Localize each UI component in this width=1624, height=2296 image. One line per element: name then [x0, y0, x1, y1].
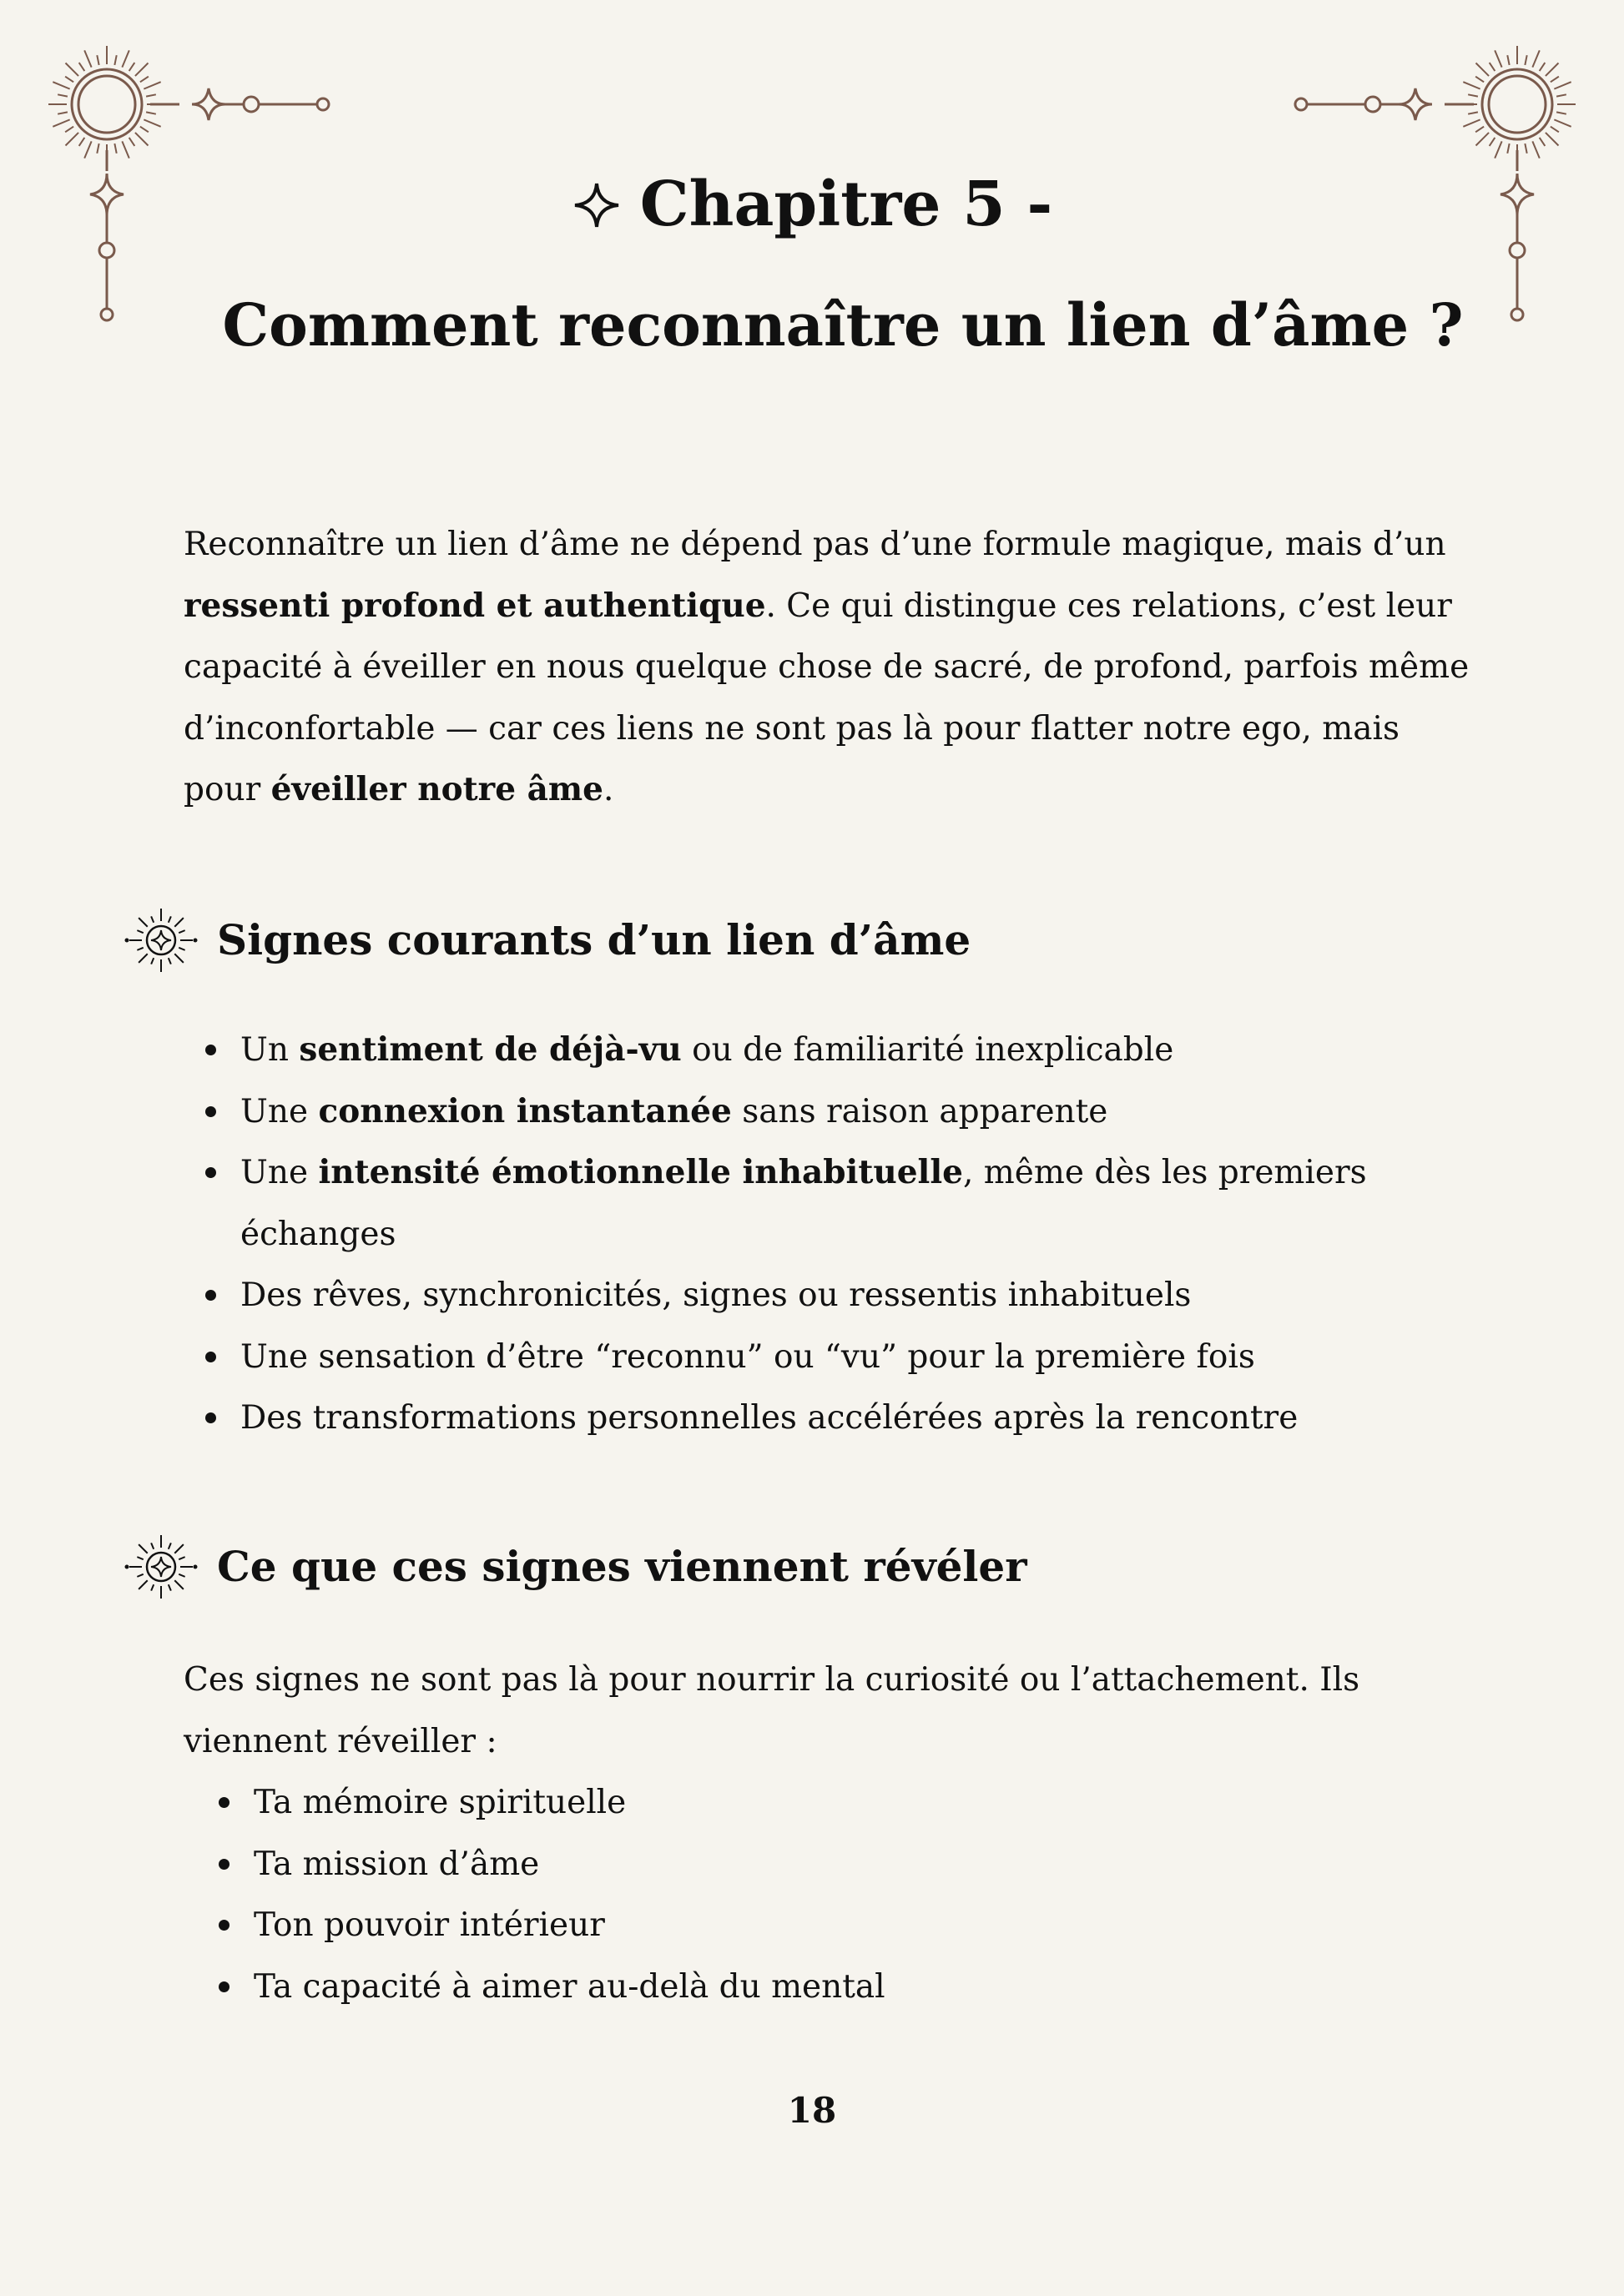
list-item: Ta mémoire spirituelle: [197, 1772, 1449, 1834]
list-item-text: sans raison apparente: [731, 1092, 1108, 1130]
page-number: 18: [787, 2090, 837, 2131]
section-heading-signes: [124, 903, 971, 978]
chapter-label: [0, 159, 1624, 255]
list-item-text: ou de familiarité inexplicable: [681, 1031, 1174, 1069]
chapter-label-text: Chapitre 5 -: [639, 169, 1053, 240]
intro-bold-1: ressenti profond et authentique: [184, 586, 766, 625]
list-item: [184, 1081, 1485, 1143]
list-item-text: Des rêves, synchronicités, signes ou ressentis inhabituels: [240, 1276, 1192, 1314]
sun-icon: [124, 903, 199, 978]
list-item: Ta mission d’âme: [197, 1834, 1449, 1896]
list-item-text: , même dès les premiers échanges: [240, 1154, 1367, 1253]
list-item: Ton pouvoir intérieur: [197, 1895, 1449, 1956]
signs-list: [184, 1020, 1485, 1449]
list-item-text: Un: [240, 1031, 300, 1069]
list-item: [184, 1020, 1485, 1081]
sun-icon: [124, 1529, 199, 1604]
section-title-reveler: Ce que ces signes viennent révéler: [217, 1542, 1027, 1591]
four-point-star-icon: [572, 164, 622, 255]
list-item-text: Une: [240, 1092, 319, 1130]
list-item: [184, 1387, 1485, 1449]
list-item-bold: connexion instantanée: [318, 1091, 732, 1130]
intro-text-2: . Ce qui distingue ces relations, c’est leur capacité à éveiller en nous quelque chose de sacré, de profond, parfois même d’inconfortable — car ces liens ne sont pas là pour flatter notre ego, mais pour: [184, 587, 1470, 808]
section2-intro: Ces signes ne sont pas là pour nourrir la curiosité ou l’attachement. Ils viennent réveiller :: [184, 1661, 1360, 1760]
list-item-text: Une sensation d’être “reconnu” ou “vu” pour la première fois: [240, 1337, 1255, 1376]
intro-text-3: .: [603, 771, 614, 808]
list-item: Ta capacité à aimer au-delà du mental: [197, 1956, 1449, 2018]
section-heading-reveler: [124, 1529, 1027, 1604]
list-item-text: Une: [240, 1154, 319, 1191]
intro-text-1: Reconnaître un lien d’âme ne dépend pas d’une formule magique, mais d’un: [184, 526, 1446, 563]
chapter-title: Comment reconnaître un lien d’âme ?: [222, 290, 1464, 360]
list-item: [184, 1327, 1485, 1388]
intro-paragraph: [184, 514, 1485, 821]
section-title-signes: Signes courants d’un lien d’âme: [217, 915, 971, 964]
list-item: [184, 1265, 1485, 1327]
list-item-text: Des transformations personnelles accélérées après la rencontre: [240, 1399, 1299, 1437]
list-item-bold: sentiment de déjà-vu: [299, 1030, 682, 1069]
reveal-list: [197, 1772, 1449, 2017]
intro-bold-2: éveiller notre âme: [270, 770, 603, 808]
list-item: [184, 1142, 1485, 1265]
list-item-bold: intensité émotionnelle inhabituelle: [318, 1153, 963, 1191]
